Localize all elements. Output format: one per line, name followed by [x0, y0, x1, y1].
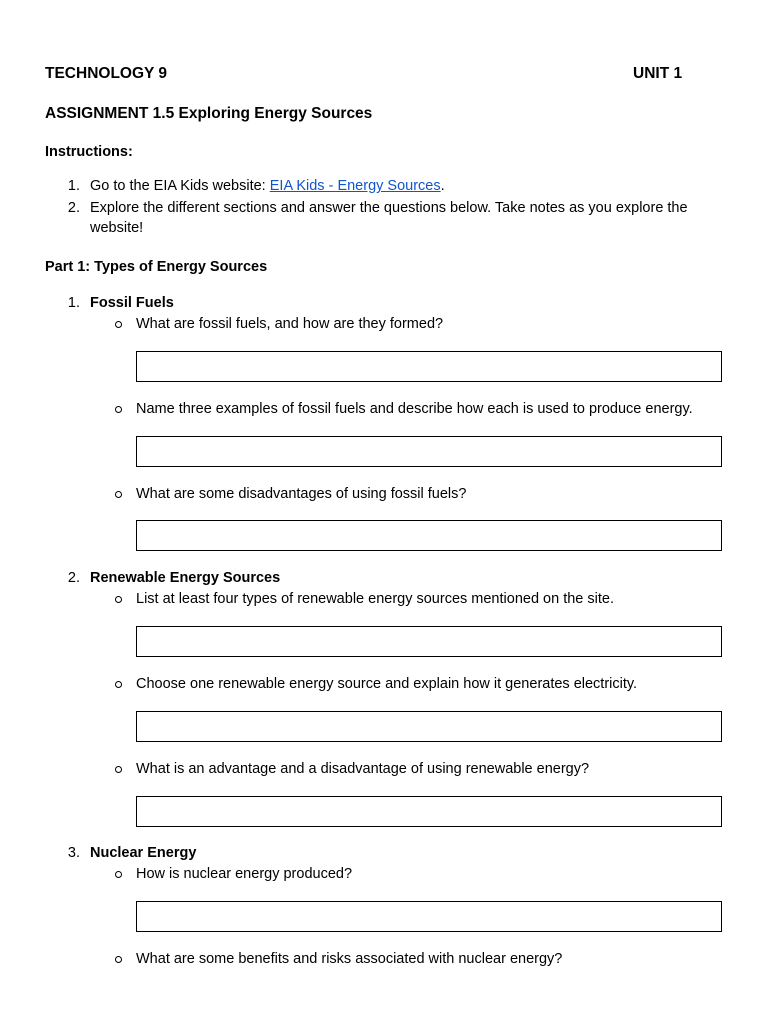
bullet-icon — [115, 766, 122, 773]
instruction-text-line: Explore the different sections and answer the questions below. Take notes as you explore the — [90, 200, 688, 216]
question-text: Choose one renewable energy source and explain how it generates electricity. — [136, 676, 638, 692]
answer-box[interactable] — [136, 626, 722, 657]
section-number: 3. — [67, 845, 80, 861]
eia-kids-link[interactable]: EIA Kids - Energy Sources — [269, 178, 441, 194]
section-number: 2. — [67, 570, 80, 586]
question-text: List at least four types of renewable energy sources mentioned on the site. — [136, 591, 614, 607]
instructions-heading: Instructions: — [45, 144, 133, 160]
question-text: What are some disadvantages of using fossil fuels? — [136, 486, 467, 502]
answer-box[interactable] — [136, 351, 722, 382]
instruction-number: 2. — [67, 200, 80, 216]
course-title: TECHNOLOGY 9 — [45, 65, 168, 82]
instruction-number: 1. — [67, 178, 80, 194]
bullet-icon — [115, 321, 122, 328]
answer-box[interactable] — [136, 436, 722, 467]
question-text: What are fossil fuels, and how are they formed? — [136, 316, 444, 332]
instruction-punctuation: . — [440, 178, 445, 194]
bullet-icon — [115, 956, 122, 963]
answer-box[interactable] — [136, 796, 722, 827]
bullet-icon — [115, 406, 122, 413]
bullet-icon — [115, 491, 122, 498]
instruction-text-line: website! — [90, 220, 144, 236]
question-text: What are some benefits and risks associated with nuclear energy? — [136, 951, 563, 967]
assignment-title: ASSIGNMENT 1.5 Exploring Energy Sources — [45, 105, 373, 122]
instruction-item — [90, 178, 445, 194]
bullet-icon — [115, 596, 122, 603]
unit-label: UNIT 1 — [633, 65, 683, 82]
bullet-icon — [115, 871, 122, 878]
section-title-renewable: Renewable Energy Sources — [90, 570, 281, 586]
instruction-text: Go to the EIA Kids website: — [90, 178, 270, 194]
answer-box[interactable] — [136, 901, 722, 932]
section-number: 1. — [67, 295, 80, 311]
bullet-icon — [115, 681, 122, 688]
part1-heading: Part 1: Types of Energy Sources — [45, 259, 268, 275]
answer-box[interactable] — [136, 711, 722, 742]
section-title-nuclear: Nuclear Energy — [90, 845, 197, 861]
question-text: Name three examples of fossil fuels and describe how each is used to produce energy. — [136, 401, 693, 417]
question-text: What is an advantage and a disadvantage of using renewable energy? — [136, 761, 590, 777]
answer-box[interactable] — [136, 520, 722, 551]
section-title-fossil-fuels: Fossil Fuels — [90, 295, 174, 311]
question-text: How is nuclear energy produced? — [136, 866, 353, 882]
